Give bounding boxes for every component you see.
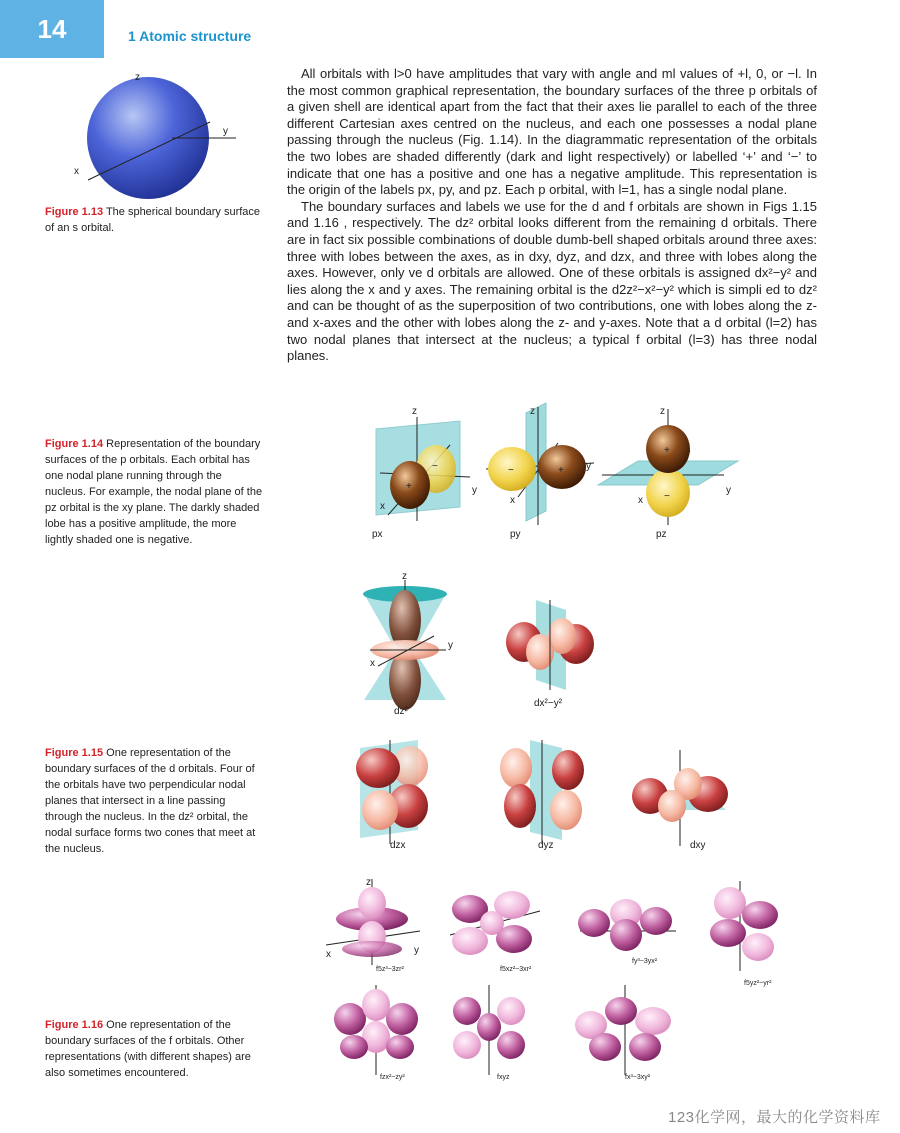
px-label: px	[372, 529, 383, 540]
svg-text:+: +	[664, 445, 670, 456]
f1-orbital	[326, 877, 420, 973]
svg-text:+: +	[406, 481, 412, 492]
svg-text:y: y	[726, 485, 731, 496]
watermark: 123化学网，最大的化学资料库	[668, 1109, 881, 1126]
p-orbitals-figure	[360, 403, 750, 543]
caption-fig-1-14: Figure 1.14 Representation of the boundary surfaces of the p orbitals. Each orbital has one nodal plane running through the nucleus. For example, the nodal plane of the pz orbital is the xy plane. The darkly shaded lobe has a positive amplitude, the more lightly shaded one is negative.	[45, 438, 263, 546]
dyz-label: dyz	[538, 840, 554, 851]
paragraph-1: All orbitals with l>0 have amplitudes that vary with angle and ml values of +l, 0, or −l. In the most common graphical representation, the boundary surfaces of the three p orbitals of a given shell are identical apart from the fact that their axes lie parallel to each of the three different Cartesian axes centred on the nucleus, and each one possesses a nodal plane passing through the nucleus (Fig. 1.14). In the diagrammatic representation of the orbitals the two lobes are shaded differently (dark and light respectively) or labelled ‘+’ and ‘−’ to indicate that one has a positive and one has a negative amplitude. This representation is the origin of the labels px, py, and pz. Each p orbital, with l=1, has a single nodal plane.	[287, 66, 817, 198]
svg-text:−: −	[432, 461, 438, 472]
f7-label: fx³−3xy²	[625, 1074, 651, 1081]
svg-text:−: −	[664, 491, 670, 502]
f-orbitals-figure	[320, 875, 790, 1085]
f7-orbital	[575, 985, 671, 1081]
axis-z-label: z	[135, 72, 140, 83]
svg-text:y: y	[414, 945, 419, 956]
dyz-orbital	[500, 740, 584, 851]
pz-label: pz	[656, 529, 667, 540]
dzx-orbital	[356, 740, 428, 851]
py-orbital	[486, 403, 594, 540]
svg-text:−: −	[508, 465, 514, 476]
svg-text:+: +	[558, 465, 564, 476]
axis-y-label: y	[223, 126, 228, 137]
svg-text:x: x	[380, 501, 385, 512]
svg-text:y: y	[586, 461, 591, 472]
f5-orbital	[334, 985, 418, 1081]
paragraph-2: The boundary surfaces and labels we use for the d and f orbitals are shown in Figs 1.15 and 1.16 , respectively. The dz² orbital looks different from the remaining d orbitals. There are in fact six possible combinations of double dumb-bell shaped orbitals around three axes: three with lobes between the axes, as in dxy, dyz, and dzx, and three with lobes along the axes. However, only ve d orbitals are allowed. One of these orbitals is assigned dx²−y² and lies along the x and y axes. The remaining orbital is the d2z²−x²−y² which is simpli ed to dz² and can be thought of as the superposition of two contributions, one with lobes along the z- and x-axes and the other with lobes along the z- and y-axes. Note that a d orbital (l=2) has two nodal planes that intersect at the nucleus; a typical f orbital (l=3) has three nodal planes.	[287, 198, 817, 364]
svg-text:z: z	[412, 406, 417, 417]
svg-text:x: x	[638, 495, 643, 506]
svg-text:z: z	[530, 406, 535, 417]
f5-label: fzx²−zy²	[380, 1074, 405, 1081]
d-orbitals-figure	[350, 570, 750, 855]
dx2y2-label: dx²−y²	[534, 698, 563, 709]
caption-fig-1-13	[45, 204, 265, 236]
f4-orbital	[710, 881, 778, 987]
caption-text: The spherical boundary surface of an s orbital.	[45, 206, 261, 234]
f2-label: f5xz²−3xr²	[500, 966, 532, 973]
axis-x-label: x	[74, 166, 79, 177]
svg-text:x: x	[370, 658, 375, 669]
caption-number: Figure 1.13	[45, 206, 104, 218]
f1-label: f5z³−3zr²	[376, 966, 404, 973]
page-number: 14	[0, 0, 104, 58]
f2-orbital	[450, 891, 540, 973]
f6-orbital	[453, 985, 525, 1081]
svg-text:y: y	[472, 485, 477, 496]
dxy-orbital	[632, 750, 728, 851]
svg-text:z: z	[660, 406, 665, 417]
f6-label: fxyz	[497, 1074, 510, 1081]
svg-text:x: x	[510, 495, 515, 506]
dzx-label: dzx	[390, 840, 406, 851]
svg-text:x: x	[326, 949, 331, 960]
f3-label: fy³−3yx²	[632, 958, 658, 965]
dx2y2-orbital	[506, 600, 594, 709]
pz-orbital	[598, 406, 738, 540]
dz2-label: dz²	[394, 706, 408, 717]
py-label: py	[510, 529, 521, 540]
svg-text:z: z	[366, 877, 371, 888]
px-orbital	[372, 406, 477, 540]
f4-label: f5yz²−yr²	[744, 980, 772, 987]
s-orbital-figure	[60, 66, 260, 206]
f3-orbital	[578, 899, 676, 965]
body-text	[287, 66, 817, 365]
dz2-orbital	[363, 571, 453, 717]
svg-text:z: z	[402, 571, 407, 582]
caption-fig-1-16: Figure 1.16 One representation of the boundary surfaces of the f orbitals. Other representations (with different shapes) are also sometimes encountered.	[45, 1019, 251, 1079]
dxy-label: dxy	[690, 840, 706, 851]
chapter-title: 1 Atomic structure	[128, 28, 252, 44]
caption-fig-1-15: Figure 1.15 One representation of the boundary surfaces of the d orbitals. Four of the orbitals have two perpendicular nodal planes that intersect in a line passing through the nucleus. In the dz² orbital, the nodal surface forms two cones that meet at the nucleus.	[45, 747, 256, 855]
svg-text:y: y	[448, 640, 453, 651]
